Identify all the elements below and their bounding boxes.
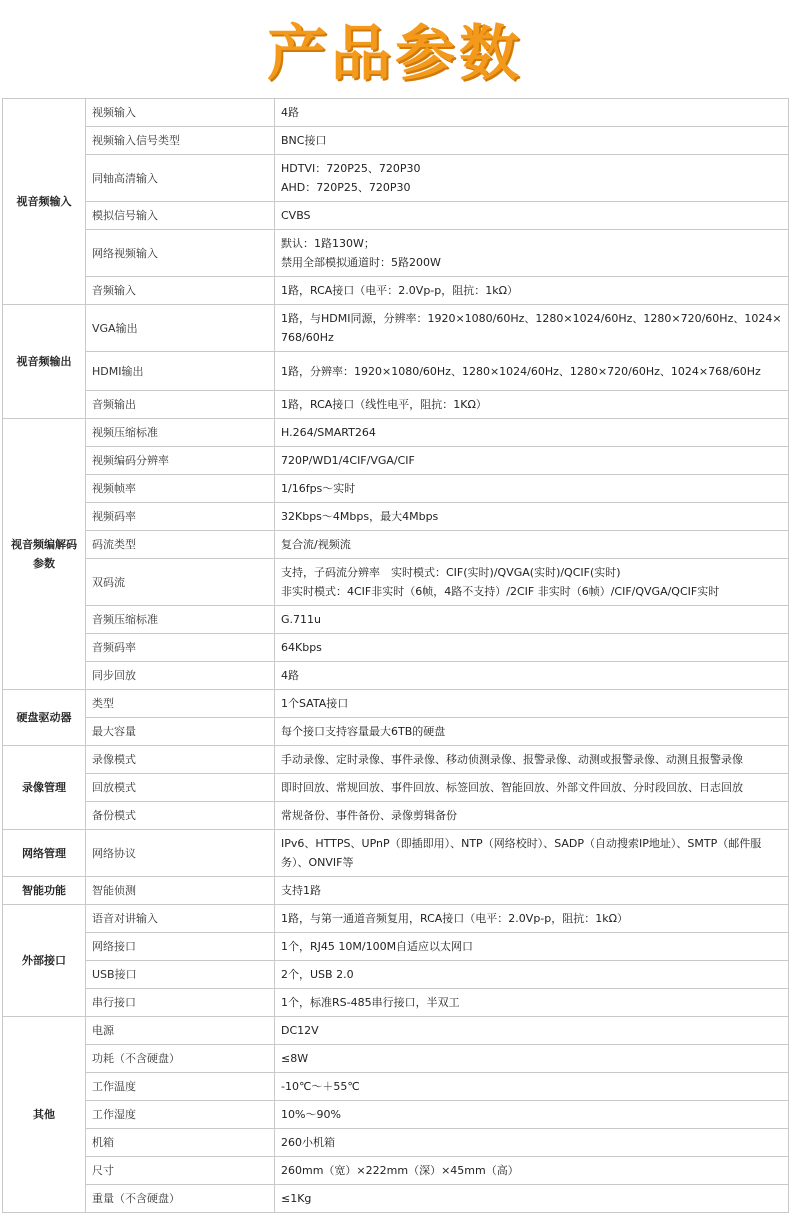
param-name: 串行接口: [86, 989, 275, 1017]
table-row: [3, 1101, 789, 1129]
table-row: [3, 690, 789, 718]
param-value: [275, 746, 789, 774]
section-label: 网络管理: [3, 830, 86, 877]
param-value: [275, 774, 789, 802]
spec-table-body: [3, 99, 789, 1213]
param-value: [275, 305, 789, 352]
param-value-line: 支持，子码流分辨率 实时模式：CIF(实时)/QVGA(实时)/QCIF(实时): [281, 566, 621, 579]
param-value-line: -10℃～＋55℃: [281, 1080, 360, 1093]
param-value-line: 1个SATA接口: [281, 697, 349, 710]
table-row: [3, 961, 789, 989]
param-value: [275, 1129, 789, 1157]
param-value: [275, 1073, 789, 1101]
param-name: 音频输入: [86, 277, 275, 305]
param-name: 双码流: [86, 559, 275, 606]
table-row: [3, 718, 789, 746]
table-row: [3, 1045, 789, 1073]
table-row: [3, 277, 789, 305]
param-name: 网络协议: [86, 830, 275, 877]
param-value: [275, 277, 789, 305]
param-value: [275, 1045, 789, 1073]
param-name: 同步回放: [86, 662, 275, 690]
param-value-line: AHD：720P25、720P30: [281, 181, 411, 194]
table-row: [3, 99, 789, 127]
param-value: [275, 559, 789, 606]
param-name: 电源: [86, 1017, 275, 1045]
section-label: 其他: [3, 1017, 86, 1213]
param-name: 码流类型: [86, 531, 275, 559]
param-name: 网络视频输入: [86, 230, 275, 277]
param-value-line: 260mm（宽）×222mm（深）×45mm（高）: [281, 1164, 519, 1177]
table-row: [3, 877, 789, 905]
param-value: [275, 1101, 789, 1129]
param-value-line: 1个，标准RS-485串行接口，半双工: [281, 996, 460, 1009]
param-value-line: 禁用全部模拟通道时：5路200W: [281, 256, 441, 269]
param-name: USB接口: [86, 961, 275, 989]
param-name: 类型: [86, 690, 275, 718]
param-value: [275, 989, 789, 1017]
param-name: 工作温度: [86, 1073, 275, 1101]
param-name: 工作湿度: [86, 1101, 275, 1129]
param-value: [275, 202, 789, 230]
param-value: [275, 1185, 789, 1213]
table-row: [3, 746, 789, 774]
param-value-line: 手动录像、定时录像、事件录像、移动侦测录像、报警录像、动测或报警录像、动测且报警录像: [281, 753, 743, 766]
table-row: [3, 905, 789, 933]
param-value: [275, 634, 789, 662]
section-label: 视音频编解码参数: [3, 419, 86, 690]
table-row: [3, 662, 789, 690]
param-name: VGA输出: [86, 305, 275, 352]
param-name: 视频输入信号类型: [86, 127, 275, 155]
table-row: [3, 634, 789, 662]
param-value: [275, 155, 789, 202]
table-row: [3, 391, 789, 419]
param-name: 模拟信号输入: [86, 202, 275, 230]
table-row: [3, 419, 789, 447]
table-row: [3, 1157, 789, 1185]
table-row: [3, 933, 789, 961]
param-value-line: 1/16fps～实时: [281, 482, 356, 495]
table-row: [3, 1017, 789, 1045]
table-row: [3, 559, 789, 606]
param-value: [275, 391, 789, 419]
param-value: [275, 662, 789, 690]
param-value-line: 1路，与HDMI同源，分辨率：1920×1080/60Hz、1280×1024/60Hz、1280×720/60Hz、1024×768/60Hz: [281, 312, 782, 344]
param-name: 同轴高清输入: [86, 155, 275, 202]
param-value-line: 260小机箱: [281, 1136, 335, 1149]
param-name: 机箱: [86, 1129, 275, 1157]
param-value-line: H.264/SMART264: [281, 426, 376, 439]
param-name: 智能侦测: [86, 877, 275, 905]
param-value-line: IPv6、HTTPS、UPnP（即插即用）、NTP（网络校时）、SADP（自动搜索IP地址）、SMTP（邮件服务）、ONVIF等: [281, 837, 762, 869]
table-row: [3, 127, 789, 155]
param-value-line: ≤1Kg: [281, 1192, 312, 1205]
param-value-line: 每个接口支持容量最大6TB的硬盘: [281, 725, 446, 738]
table-row: [3, 531, 789, 559]
param-value: [275, 127, 789, 155]
param-name: 音频压缩标准: [86, 606, 275, 634]
table-row: [3, 1073, 789, 1101]
param-value: [275, 606, 789, 634]
param-value-line: 4路: [281, 669, 299, 682]
table-row: [3, 503, 789, 531]
param-value-line: 1路，与第一通道音频复用，RCA接口（电平：2.0Vp-p，阻抗：1kΩ）: [281, 912, 629, 925]
table-row: [3, 1185, 789, 1213]
param-value: [275, 1017, 789, 1045]
table-row: [3, 155, 789, 202]
param-value-line: 1路，分辨率：1920×1080/60Hz、1280×1024/60Hz、1280×720/60Hz、1024×768/60Hz: [281, 364, 761, 378]
table-row: [3, 305, 789, 352]
param-value: [275, 905, 789, 933]
param-value: [275, 802, 789, 830]
param-value-line: 默认：1路130W；: [281, 237, 375, 250]
param-value: [275, 475, 789, 503]
section-label: 视音频输入: [3, 99, 86, 305]
section-label: 智能功能: [3, 877, 86, 905]
param-value-line: HDTVI：720P25、720P30: [281, 162, 421, 175]
table-row: [3, 447, 789, 475]
param-value-line: 2个，USB 2.0: [281, 968, 354, 981]
table-row: [3, 774, 789, 802]
param-value: [275, 877, 789, 905]
param-name: 音频输出: [86, 391, 275, 419]
param-value-line: DC12V: [281, 1024, 319, 1037]
table-row: [3, 606, 789, 634]
param-name: 回放模式: [86, 774, 275, 802]
table-row: [3, 989, 789, 1017]
section-label: 硬盘驱动器: [3, 690, 86, 746]
param-name: 视频码率: [86, 503, 275, 531]
param-value: [275, 690, 789, 718]
spec-table: [2, 98, 789, 1213]
param-value-line: 支持1路: [281, 884, 321, 897]
param-value-line: CVBS: [281, 209, 311, 222]
param-value-line: 1个，RJ45 10M/100M自适应以太网口: [281, 940, 474, 953]
param-value: [275, 230, 789, 277]
param-name: 视频压缩标准: [86, 419, 275, 447]
param-value-line: 复合流/视频流: [281, 538, 351, 551]
param-value-line: 1路，RCA接口（线性电平，阻抗：1KΩ）: [281, 398, 487, 411]
param-name: 重量（不含硬盘）: [86, 1185, 275, 1213]
param-value: [275, 531, 789, 559]
param-value-line: 32Kbps～4Mbps，最大4Mbps: [281, 510, 439, 523]
param-value: [275, 933, 789, 961]
param-value-line: 即时回放、常规回放、事件回放、标签回放、智能回放、外部文件回放、分时段回放、日志回放: [281, 781, 743, 794]
param-value: [275, 503, 789, 531]
param-value-line: 1路，RCA接口（电平：2.0Vp-p，阻抗：1kΩ）: [281, 284, 519, 297]
param-value: [275, 99, 789, 127]
table-row: [3, 475, 789, 503]
table-row: [3, 802, 789, 830]
page-title: 产品参数: [267, 19, 523, 89]
param-name: 视频输入: [86, 99, 275, 127]
param-value-line: 非实时模式：4CIF非实时（6帧，4路不支持）/2CIF 非实时（6帧）/CIF/QVGA/QCIF实时: [281, 585, 720, 598]
param-name: 视频编码分辨率: [86, 447, 275, 475]
param-name: 视频帧率: [86, 475, 275, 503]
table-row: [3, 202, 789, 230]
section-label: 录像管理: [3, 746, 86, 830]
table-row: [3, 830, 789, 877]
param-value-line: G.711u: [281, 613, 321, 626]
param-value-line: 4路: [281, 106, 299, 119]
table-row: [3, 230, 789, 277]
section-label: 视音频输出: [3, 305, 86, 419]
param-name: 录像模式: [86, 746, 275, 774]
param-value-line: ≤8W: [281, 1052, 309, 1065]
param-name: 功耗（不含硬盘）: [86, 1045, 275, 1073]
param-value: [275, 352, 789, 391]
param-value-line: 64Kbps: [281, 641, 322, 654]
param-value: [275, 1157, 789, 1185]
table-row: [3, 352, 789, 391]
param-value-line: 常规备份、事件备份、录像剪辑备份: [281, 809, 457, 822]
param-value: [275, 447, 789, 475]
param-name: 最大容量: [86, 718, 275, 746]
param-name: 网络接口: [86, 933, 275, 961]
param-value: [275, 830, 789, 877]
param-value: [275, 718, 789, 746]
param-name: HDMI输出: [86, 352, 275, 391]
param-name: 语音对讲输入: [86, 905, 275, 933]
table-row: [3, 1129, 789, 1157]
section-label: 外部接口: [3, 905, 86, 1017]
param-name: 音频码率: [86, 634, 275, 662]
param-name: 备份模式: [86, 802, 275, 830]
param-value-line: 720P/WD1/4CIF/VGA/CIF: [281, 454, 415, 467]
param-name: 尺寸: [86, 1157, 275, 1185]
param-value-line: BNC接口: [281, 134, 327, 147]
param-value: [275, 961, 789, 989]
param-value: [275, 419, 789, 447]
param-value-line: 10%～90%: [281, 1108, 341, 1121]
